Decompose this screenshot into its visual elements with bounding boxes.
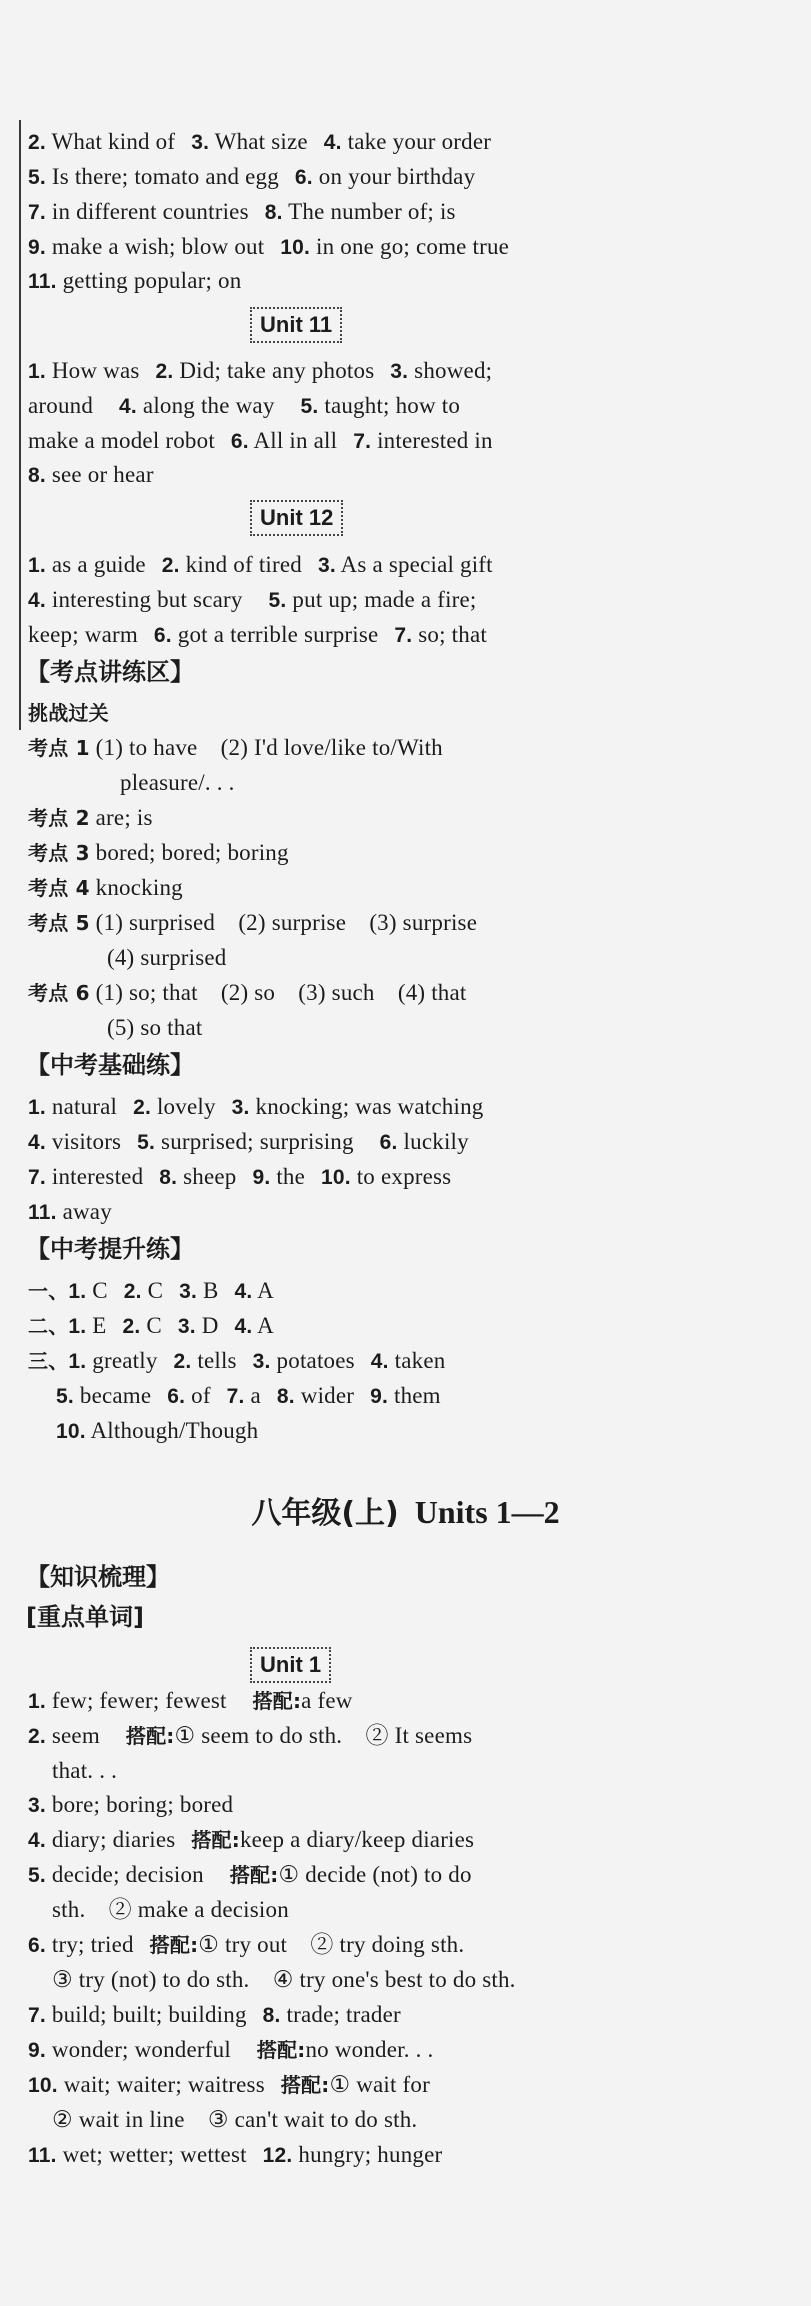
answer-line: 1. How was 2. Did; take any photos 3. showed; — [28, 358, 493, 383]
kaodian-4: 考点 4 knocking — [28, 875, 183, 900]
subsection-title: 挑战过关 — [28, 701, 109, 725]
vocab-item: 4. diary; diaries 搭配:keep a diary/keep diaries — [28, 1827, 475, 1852]
vocab-item: 6. try; tried 搭配:① try out ② try doing sth. — [28, 1932, 465, 1957]
vocab-item: 3. bore; boring; bored — [28, 1792, 234, 1817]
vocab-item-cont: ② wait in line ③ can't wait to do sth. — [52, 2107, 418, 2132]
answer-line: 9. make a wish; blow out 10. in one go; come true — [28, 234, 510, 259]
vocab-item: 10. wait; waiter; waitress 搭配:① wait for — [28, 2072, 430, 2097]
answer-line: 三、1. greatly 2. tells 3. potatoes 4. taken — [28, 1348, 446, 1373]
vocab-item-cont: that. . . — [52, 1758, 118, 1783]
margin-line — [19, 120, 21, 730]
answer-line: 二、1. E 2. C 3. D 4. A — [28, 1313, 274, 1338]
answer-line: 4. interesting but scary 5. put up; made a fire; — [28, 587, 477, 612]
unit-12-label: Unit 12 — [250, 500, 343, 536]
answer-line: 1. natural 2. lovely 3. knocking; was watching — [28, 1094, 484, 1119]
vocab-item: 9. wonder; wonderful 搭配:no wonder. . . — [28, 2037, 434, 2062]
answer-line: 1. as a guide 2. kind of tired 3. As a special gift — [28, 552, 493, 577]
vocab-item: 2. seem 搭配:① seem to do sth. ② It seems — [28, 1723, 473, 1748]
kaodian-1-cont: pleasure/. . . — [120, 770, 235, 795]
vocab-item-cont: ③ try (not) to do sth. ④ try one's best to do sth. — [52, 1967, 516, 1992]
answer-line: 11. away — [28, 1199, 112, 1224]
vocab-item: 1. few; fewer; fewest 搭配:a few — [28, 1688, 353, 1713]
kaodian-6: 考点 6 (1) so; that (2) so (3) such (4) that — [28, 980, 467, 1005]
answer-line: 4. visitors 5. surprised; surprising 6. luckily — [28, 1129, 469, 1154]
answer-line: keep; warm 6. got a terrible surprise 7. so; that — [28, 622, 487, 647]
unit-11-label: Unit 11 — [250, 307, 342, 343]
unit-1-label: Unit 1 — [250, 1647, 331, 1683]
answer-line: 10. Although/Though — [56, 1418, 259, 1443]
answer-line: 5. Is there; tomato and egg 6. on your birthday — [28, 164, 476, 189]
section-title-jichu: 【中考基础练】 — [26, 1051, 194, 1079]
kaodian-5-cont: (4) surprised — [107, 945, 227, 970]
subsection-title-words: [重点单词] — [26, 1603, 144, 1631]
answer-line: 11. getting popular; on — [28, 268, 242, 293]
vocab-item: 5. decide; decision 搭配:① decide (not) to do — [28, 1862, 472, 1887]
kaodian-1: 考点 1 (1) to have (2) I'd love/like to/With — [28, 735, 443, 760]
grade-title: 八年级(上) Units 1—2 — [251, 1494, 560, 1531]
vocab-item: 11. wet; wetter; wettest 12. hungry; hunger — [28, 2142, 443, 2167]
answer-line: 2. What kind of 3. What size 4. take your order — [28, 129, 492, 154]
answer-line: 7. in different countries 8. The number of; is — [28, 199, 456, 224]
vocab-item-cont: sth. ② make a decision — [52, 1897, 289, 1922]
kaodian-3: 考点 3 bored; bored; boring — [28, 840, 289, 865]
answer-line: 一、1. C 2. C 3. B 4. A — [28, 1278, 274, 1303]
answer-line: 8. see or hear — [28, 462, 154, 487]
kaodian-5: 考点 5 (1) surprised (2) surprise (3) surprise — [28, 910, 478, 935]
kaodian-6-cont: (5) so that — [107, 1015, 203, 1040]
kaodian-2: 考点 2 are; is — [28, 805, 153, 830]
vocab-item: 7. build; built; building 8. trade; trader — [28, 2002, 401, 2027]
section-title-kaodian: 【考点讲练区】 — [26, 658, 194, 686]
section-title-tisheng: 【中考提升练】 — [26, 1235, 194, 1263]
answer-line: 7. interested 8. sheep 9. the 10. to express — [28, 1164, 452, 1189]
answer-line: make a model robot 6. All in all 7. interested in — [28, 428, 493, 453]
answer-line: around 4. along the way 5. taught; how to — [28, 393, 461, 418]
section-title-zhishi: 【知识梳理】 — [26, 1563, 170, 1591]
answer-line: 5. became 6. of 7. a 8. wider 9. them — [56, 1383, 441, 1408]
